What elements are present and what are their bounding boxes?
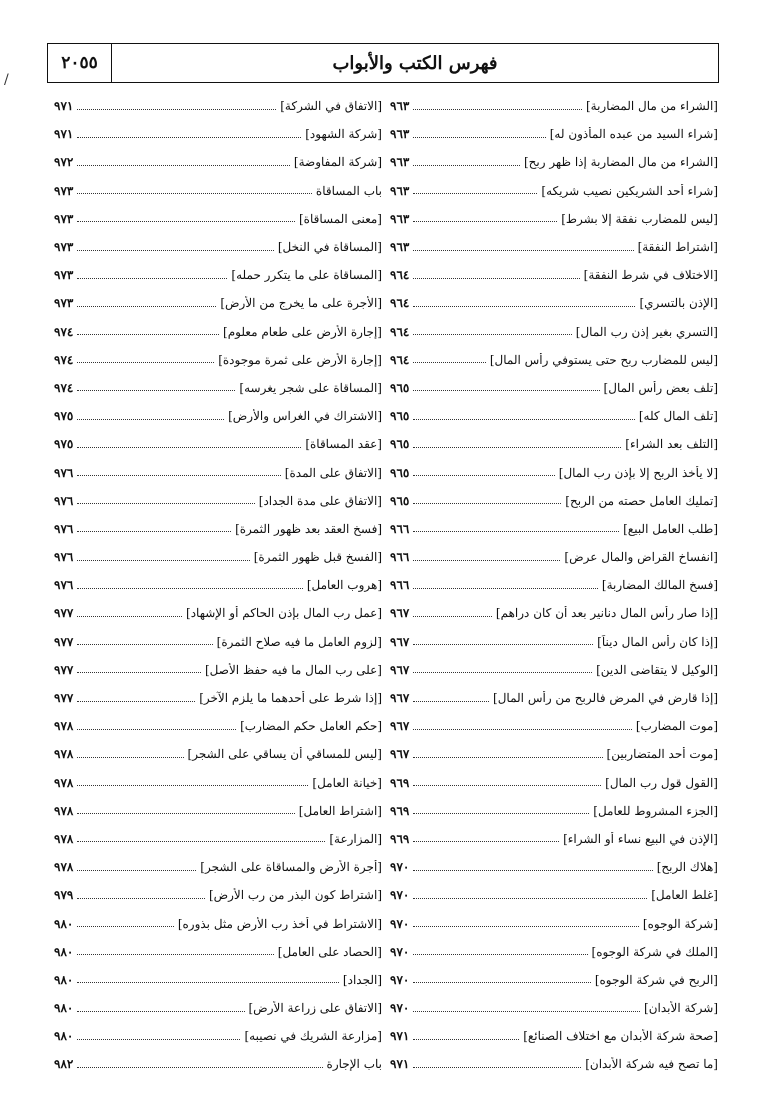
entry-title: [التسري بغير إذن رب المال] <box>575 324 718 339</box>
dot-leader <box>77 813 294 814</box>
entry-page: ٩٦٩ <box>390 803 410 818</box>
index-entry <box>54 205 382 233</box>
index-entry <box>390 543 718 571</box>
entry-title: [اشتراط النفقة] <box>637 240 718 255</box>
entry-title: [تمليك العامل حصته من الربح] <box>565 493 718 508</box>
entry-page: ٩٦٣ <box>390 99 410 114</box>
entry-title: [إجارة الأرض على ثمرة موجودة] <box>218 352 382 367</box>
entry-title: [الإذن في البيع نساء أو الشراء] <box>563 831 718 846</box>
index-entry <box>390 458 718 486</box>
entry-page: ٩٨٠ <box>54 972 74 987</box>
index-column-left <box>54 92 382 1079</box>
dot-leader <box>413 1067 581 1068</box>
entry-title: [المساقاة على شجر يغرسه] <box>239 380 382 395</box>
dot-leader <box>413 334 571 335</box>
dot-leader <box>413 813 589 814</box>
entry-title: [الجزء المشروط للعامل] <box>593 803 718 818</box>
entry-page: ٩٦٥ <box>390 465 410 480</box>
dot-leader <box>77 1011 244 1012</box>
entry-page: ٩٦٧ <box>390 719 410 734</box>
dot-leader <box>413 588 598 589</box>
dot-leader <box>77 560 249 561</box>
dot-leader <box>413 109 582 110</box>
index-entry <box>390 374 718 402</box>
entry-page: ٩٨٠ <box>54 944 74 959</box>
index-entry <box>390 628 718 656</box>
entry-title: [تلف بعض رأس المال] <box>603 380 718 395</box>
dot-leader <box>77 531 231 532</box>
entry-title: [لزوم العامل ما فيه صلاح الثمرة] <box>216 634 382 649</box>
entry-page: ٩٦٥ <box>390 409 410 424</box>
index-entry <box>54 599 382 627</box>
entry-title: [الحصاد على العامل] <box>277 944 382 959</box>
dot-leader <box>77 898 205 899</box>
index-entry <box>54 684 382 712</box>
index-entry <box>54 797 382 825</box>
dot-leader <box>413 898 647 899</box>
dot-leader <box>77 870 196 871</box>
index-entry <box>54 346 382 374</box>
entry-title: [الاتفاق على مدة الجداد] <box>258 493 382 508</box>
dot-leader <box>77 785 308 786</box>
index-entry <box>54 374 382 402</box>
entry-title: [هروب العامل] <box>306 578 382 593</box>
index-entry <box>390 318 718 346</box>
entry-page: ٩٧٨ <box>54 803 74 818</box>
entry-title: [الجداد] <box>342 972 382 987</box>
entry-page: ٩٧٣ <box>54 211 74 226</box>
entry-title: [الشراء من مال المضاربة إذا ظهر ربح] <box>523 155 718 170</box>
dot-leader <box>413 165 520 166</box>
index-entry <box>390 684 718 712</box>
entry-page: ٩٧٦ <box>54 578 74 593</box>
index-entry <box>54 628 382 656</box>
entry-page: ٩٧١ <box>390 1057 410 1072</box>
entry-title: [الإذن بالتسري] <box>639 296 718 311</box>
dot-leader <box>77 701 195 702</box>
dot-leader <box>413 616 492 617</box>
dot-leader <box>413 362 486 363</box>
entry-title: [مزارعة الشريك في نصيبه] <box>244 1029 382 1044</box>
entry-title: [الاختلاف في شرط النفقة] <box>583 268 718 283</box>
dot-leader <box>77 926 173 927</box>
entry-page: ٩٧٧ <box>54 662 74 677</box>
entry-title: [اشتراط كون البذر من رب الأرض] <box>208 888 382 903</box>
index-entry <box>54 177 382 205</box>
dot-leader <box>77 165 290 166</box>
entry-page: ٩٧٣ <box>54 268 74 283</box>
dot-leader <box>77 447 301 448</box>
entry-title: [التلف بعد الشراء] <box>625 437 718 452</box>
entry-page: ٩٧٧ <box>54 691 74 706</box>
dot-leader <box>77 1039 240 1040</box>
entry-title: [صحة شركة الأبدان مع اختلاف الصنائع] <box>523 1029 718 1044</box>
entry-page: ٩٧٠ <box>390 888 410 903</box>
entry-title: [الأجرة على ما يخرج من الأرض] <box>220 296 382 311</box>
entry-title: [الملك في شركة الوجوه] <box>591 944 718 959</box>
dot-leader <box>77 588 302 589</box>
index-entry <box>54 148 382 176</box>
dot-leader <box>413 419 635 420</box>
entry-page: ٩٦٧ <box>390 634 410 649</box>
entry-title: [هلاك الربح] <box>656 860 718 875</box>
entry-title: [معنى المساقاة] <box>299 211 382 226</box>
entry-page: ٩٦٣ <box>390 183 410 198</box>
entry-page: ٩٦٩ <box>390 775 410 790</box>
entry-title: [ليس للمضارب نفقة إلا بشرط] <box>561 211 718 226</box>
entry-page: ٩٦٣ <box>390 240 410 255</box>
entry-title: [الاشتراك في الغراس والأرض] <box>228 409 382 424</box>
dot-leader <box>77 757 183 758</box>
entry-title: [المزارعة] <box>329 831 382 846</box>
entry-page: ٩٧٥ <box>54 409 74 424</box>
index-entry <box>390 92 718 120</box>
index-entry <box>390 515 718 543</box>
dot-leader <box>77 109 276 110</box>
entry-title: [شراء أحد الشريكين نصيب شريكه] <box>541 183 718 198</box>
index-entry <box>54 881 382 909</box>
entry-title: [إذا صار رأس المال دنانير بعد أن كان دراهم] <box>495 606 718 621</box>
dot-leader <box>413 870 652 871</box>
entry-page: ٩٧٣ <box>54 296 74 311</box>
entry-title: [غلط العامل] <box>651 888 718 903</box>
index-column-right <box>390 92 718 1079</box>
index-entry <box>54 712 382 740</box>
index-entry <box>54 515 382 543</box>
entry-page: ٩٦٧ <box>390 691 410 706</box>
entry-title: [شركة الأبدان] <box>644 1001 718 1016</box>
index-entry <box>54 487 382 515</box>
dot-leader <box>413 306 635 307</box>
index-entry <box>54 1050 382 1078</box>
dot-leader <box>413 757 602 758</box>
entry-title: [طلب العامل البيع] <box>623 521 718 536</box>
dot-leader <box>413 954 587 955</box>
dot-leader <box>77 644 212 645</box>
dot-leader <box>413 982 590 983</box>
entry-page: ٩٧٧ <box>54 634 74 649</box>
entry-page: ٩٧٠ <box>390 972 410 987</box>
entry-page: ٩٦٣ <box>390 155 410 170</box>
entry-page: ٩٦٥ <box>390 380 410 395</box>
entry-page: ٩٦٦ <box>390 521 410 536</box>
dot-leader <box>413 278 579 279</box>
dot-leader <box>413 841 559 842</box>
entry-title: [الوكيل لا يتقاضى الدين] <box>596 662 718 677</box>
index-entry <box>390 599 718 627</box>
index-entry <box>390 994 718 1022</box>
entry-page: ٩٨٠ <box>54 1001 74 1016</box>
entry-title: [أجرة الأرض والمساقاة على الشجر] <box>200 860 382 875</box>
entry-page: ٩٧٤ <box>54 352 74 367</box>
index-entry <box>54 769 382 797</box>
entry-title: [المساقاة على ما يتكرر حمله] <box>231 268 382 283</box>
entry-title: [الفسخ قبل ظهور الثمرة] <box>253 550 382 565</box>
index-entry <box>390 289 718 317</box>
index-entry <box>390 233 718 261</box>
entry-title: [ليس للمساقي أن يساقي على الشجر] <box>187 747 382 762</box>
dot-leader <box>77 278 227 279</box>
index-entry <box>390 938 718 966</box>
entry-title: [الاتفاق في الشركة] <box>280 99 382 114</box>
entry-page: ٩٧٠ <box>390 1001 410 1016</box>
entry-title: [لا يأخذ الربح إلا بإذن رب المال] <box>558 465 718 480</box>
entry-page: ٩٨٠ <box>54 1029 74 1044</box>
entry-page: ٩٦٤ <box>390 296 410 311</box>
index-entry <box>54 571 382 599</box>
dot-leader <box>77 306 216 307</box>
index-entry <box>390 402 718 430</box>
index-entry <box>54 318 382 346</box>
entry-page: ٩٧٦ <box>54 493 74 508</box>
dot-leader <box>413 1039 519 1040</box>
page-title: فهرس الكتب والأبواب <box>332 52 498 74</box>
margin-mark: / <box>4 72 9 88</box>
entry-title: [انفساخ القراض والمال عرض] <box>564 550 718 565</box>
entry-page: ٩٦٤ <box>390 324 410 339</box>
dot-leader <box>413 531 619 532</box>
entry-page: ٩٧١ <box>54 127 74 142</box>
entry-page: ٩٦٧ <box>390 662 410 677</box>
entry-page: ٩٧٨ <box>54 831 74 846</box>
dot-leader <box>77 729 236 730</box>
entry-page: ٩٧٦ <box>54 550 74 565</box>
index-entry <box>54 430 382 458</box>
index-entry <box>54 853 382 881</box>
index-entry <box>390 740 718 768</box>
index-entry <box>54 909 382 937</box>
entry-page: ٩٧٤ <box>54 380 74 395</box>
index-entry <box>390 1022 718 1050</box>
entry-title: [فسخ المالك المضاربة] <box>601 578 718 593</box>
index-entry <box>390 205 718 233</box>
dot-leader <box>77 221 295 222</box>
dot-leader <box>413 475 554 476</box>
index-entry <box>390 769 718 797</box>
index-entry <box>54 825 382 853</box>
entry-title: [الاشتراط في أخذ رب الأرض مثل بذوره] <box>177 916 382 931</box>
entry-page: ٩٦٧ <box>390 747 410 762</box>
entry-page: ٩٧٧ <box>54 606 74 621</box>
index-entry <box>54 458 382 486</box>
index-entry <box>390 881 718 909</box>
index-entry <box>390 909 718 937</box>
dot-leader <box>77 334 219 335</box>
entry-title: باب المساقاة <box>315 183 382 198</box>
entry-page: ٩٧٢ <box>54 155 74 170</box>
index-entry <box>54 656 382 684</box>
index-entry <box>390 120 718 148</box>
entry-title: [خيانة العامل] <box>312 775 382 790</box>
dot-leader <box>413 672 592 673</box>
entry-page: ٩٦٦ <box>390 578 410 593</box>
page-number: ٢٠٥٥ <box>48 44 112 82</box>
index-entry <box>390 825 718 853</box>
entry-title: [إذا شرط على أحدهما ما يلزم الآخر] <box>199 691 382 706</box>
entry-page: ٩٧١ <box>390 1029 410 1044</box>
index-entry <box>390 148 718 176</box>
index-entry <box>390 177 718 205</box>
entry-title: [موت أحد المتضاربين] <box>606 747 718 762</box>
entry-page: ٩٧٦ <box>54 465 74 480</box>
index-entry <box>390 966 718 994</box>
dot-leader <box>77 1067 322 1068</box>
index-entry <box>54 289 382 317</box>
entry-page: ٩٧٨ <box>54 719 74 734</box>
dot-leader <box>77 137 301 138</box>
entry-page: ٩٦٤ <box>390 352 410 367</box>
dot-leader <box>413 193 537 194</box>
dot-leader <box>413 729 631 730</box>
dot-leader <box>413 250 633 251</box>
index-entry <box>54 120 382 148</box>
entry-title: [شركة الوجوه] <box>642 916 718 931</box>
dot-leader <box>413 447 621 448</box>
entry-page: ٩٦٥ <box>390 437 410 452</box>
dot-leader <box>77 954 273 955</box>
entry-page: ٩٦٦ <box>390 550 410 565</box>
entry-page: ٩٨٠ <box>54 916 74 931</box>
dot-leader <box>77 503 254 504</box>
page-header <box>47 43 719 83</box>
entry-title: [الشراء من مال المضاربة] <box>585 99 718 114</box>
entry-title: [ما تصح فيه شركة الأبدان] <box>585 1057 718 1072</box>
dot-leader <box>413 785 601 786</box>
entry-title: [اشتراط العامل] <box>298 803 382 818</box>
entry-page: ٩٧٨ <box>54 775 74 790</box>
index-entry <box>390 487 718 515</box>
dot-leader <box>413 644 593 645</box>
entry-title: [الاتفاق على زراعة الأرض] <box>248 1001 382 1016</box>
entry-page: ٩٧٦ <box>54 521 74 536</box>
entry-title: [شركة الشهود] <box>305 127 382 142</box>
entry-title: [فسخ العقد بعد ظهور الثمرة] <box>235 521 382 536</box>
dot-leader <box>413 503 561 504</box>
entry-page: ٩٦٣ <box>390 211 410 226</box>
entry-page: ٩٧٠ <box>390 860 410 875</box>
entry-page: ٩٦٩ <box>390 831 410 846</box>
entry-page: ٩٦٣ <box>390 127 410 142</box>
dot-leader <box>413 390 599 391</box>
entry-title: [إجارة الأرض على طعام معلوم] <box>223 324 382 339</box>
dot-leader <box>413 560 560 561</box>
entry-page: ٩٧١ <box>54 99 74 114</box>
entry-title: [الاتفاق على المدة] <box>284 465 382 480</box>
entry-page: ٩٦٧ <box>390 606 410 621</box>
entry-page: ٩٧٨ <box>54 860 74 875</box>
entry-page: ٩٧٨ <box>54 747 74 762</box>
dot-leader <box>77 250 274 251</box>
entry-title: [تلف المال كله] <box>638 409 718 424</box>
index-entry <box>390 261 718 289</box>
entry-title: [شركة المفاوضة] <box>293 155 382 170</box>
dot-leader <box>77 616 182 617</box>
entry-title: [إذا قارض في المرض فالربح من رأس المال] <box>493 691 718 706</box>
entry-title: [المساقاة في النخل] <box>277 240 382 255</box>
dot-leader <box>77 390 235 391</box>
index-entry <box>54 938 382 966</box>
index-entry <box>390 853 718 881</box>
index-entry <box>54 261 382 289</box>
dot-leader <box>77 193 312 194</box>
dot-leader <box>413 137 545 138</box>
entry-page: ٩٧٠ <box>390 944 410 959</box>
entry-title: [إذا كان رأس المال ديناً] <box>597 634 718 649</box>
index-entry <box>54 966 382 994</box>
index-entry <box>390 656 718 684</box>
index-entry <box>54 402 382 430</box>
entry-title: [عقد المساقاة] <box>305 437 382 452</box>
entry-page: ٩٧٤ <box>54 324 74 339</box>
index-entry <box>54 740 382 768</box>
entry-title: [حكم العامل حكم المضارب] <box>240 719 382 734</box>
index-entry <box>390 430 718 458</box>
dot-leader <box>413 701 489 702</box>
dot-leader <box>77 362 214 363</box>
index-entry <box>54 543 382 571</box>
entry-title: [الربح في شركة الوجوه] <box>594 972 718 987</box>
entry-page: ٩٦٤ <box>390 268 410 283</box>
index-entry <box>54 233 382 261</box>
entry-page: ٩٧٣ <box>54 240 74 255</box>
entry-page: ٩٨٢ <box>54 1057 74 1072</box>
index-entry <box>390 712 718 740</box>
entry-title: [على رب المال ما فيه حفظ الأصل] <box>205 662 382 677</box>
dot-leader <box>77 419 224 420</box>
dot-leader <box>77 475 280 476</box>
dot-leader <box>77 672 201 673</box>
dot-leader <box>413 1011 640 1012</box>
entry-title: باب الإجارة <box>326 1057 382 1072</box>
index-entry <box>390 1050 718 1078</box>
entry-title: [القول قول رب المال] <box>605 775 718 790</box>
entry-title: [شراء السيد من عبده المأذون له] <box>549 127 718 142</box>
entry-title: [ليس للمضارب ربح حتى يستوفي رأس المال] <box>489 352 718 367</box>
dot-leader <box>77 982 339 983</box>
index-entry <box>390 571 718 599</box>
dot-leader <box>77 841 325 842</box>
entry-page: ٩٧٠ <box>390 916 410 931</box>
dot-leader <box>413 926 639 927</box>
dot-leader <box>413 221 557 222</box>
entry-page: ٩٦٥ <box>390 493 410 508</box>
index-entry <box>390 346 718 374</box>
index-entry <box>54 1022 382 1050</box>
entry-page: ٩٧٥ <box>54 437 74 452</box>
index-entry <box>54 994 382 1022</box>
index-entry <box>54 92 382 120</box>
entry-title: [عمل رب المال بإذن الحاكم أو الإشهاد] <box>186 606 382 621</box>
entry-page: ٩٧٩ <box>54 888 74 903</box>
entry-title: [موت المضارب] <box>635 719 718 734</box>
index-entry <box>390 797 718 825</box>
entry-page: ٩٧٣ <box>54 183 74 198</box>
